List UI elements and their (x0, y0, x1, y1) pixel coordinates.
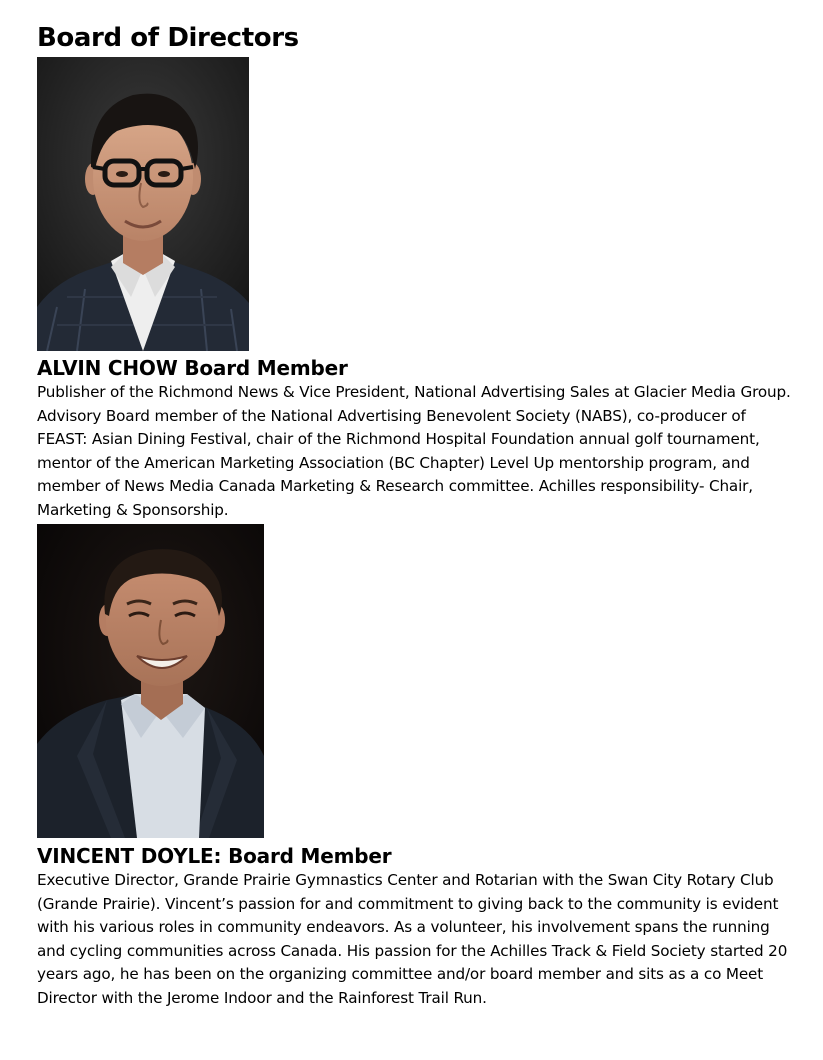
member-bio: Executive Director, Grande Prairie Gymnastics Center and Rotarian with the Swan City Rotary Club (Grande Prairie). Vincent’s passion for and commitment to giving back to the community is evident with his various roles in community endeavors. As a volunteer, his involvement spans the running and cycling communities across Canada. His passion for the Achilles Track & Field Society started 20 years ago, he has been on the organizing committee and/or board member and sits as a co Meet Director with the Jerome Indoor and the Rainforest Trail Run. (37, 871, 788, 1007)
portrait-photo-illustration (37, 57, 249, 351)
board-member-alvin-chow (37, 57, 797, 523)
member-name: VINCENT DOYLE: Board Member (37, 844, 392, 868)
member-bio: Publisher of the Richmond News & Vice President, National Advertising Sales at Glacier Media Group. Advisory Board member of the National Advertising Benevolent Society (NABS), co-producer of FEAST: Asian Dining Festival, chair of the Richmond Hospital Foundation annual golf tournament, mentor of the American Marketing Association (BC Chapter) Level Up mentorship program, and member of News Media Canada Marketing & Research committee. Achilles responsibility- Chair, Marketing & Sponsorship. (37, 383, 791, 519)
portrait-photo (37, 57, 249, 351)
page-title: Board of Directors (37, 23, 299, 53)
board-member-vincent-doyle (37, 524, 797, 1011)
portrait-photo-illustration (37, 524, 264, 838)
member-name: ALVIN CHOW Board Member (37, 356, 348, 380)
portrait-photo (37, 524, 264, 838)
